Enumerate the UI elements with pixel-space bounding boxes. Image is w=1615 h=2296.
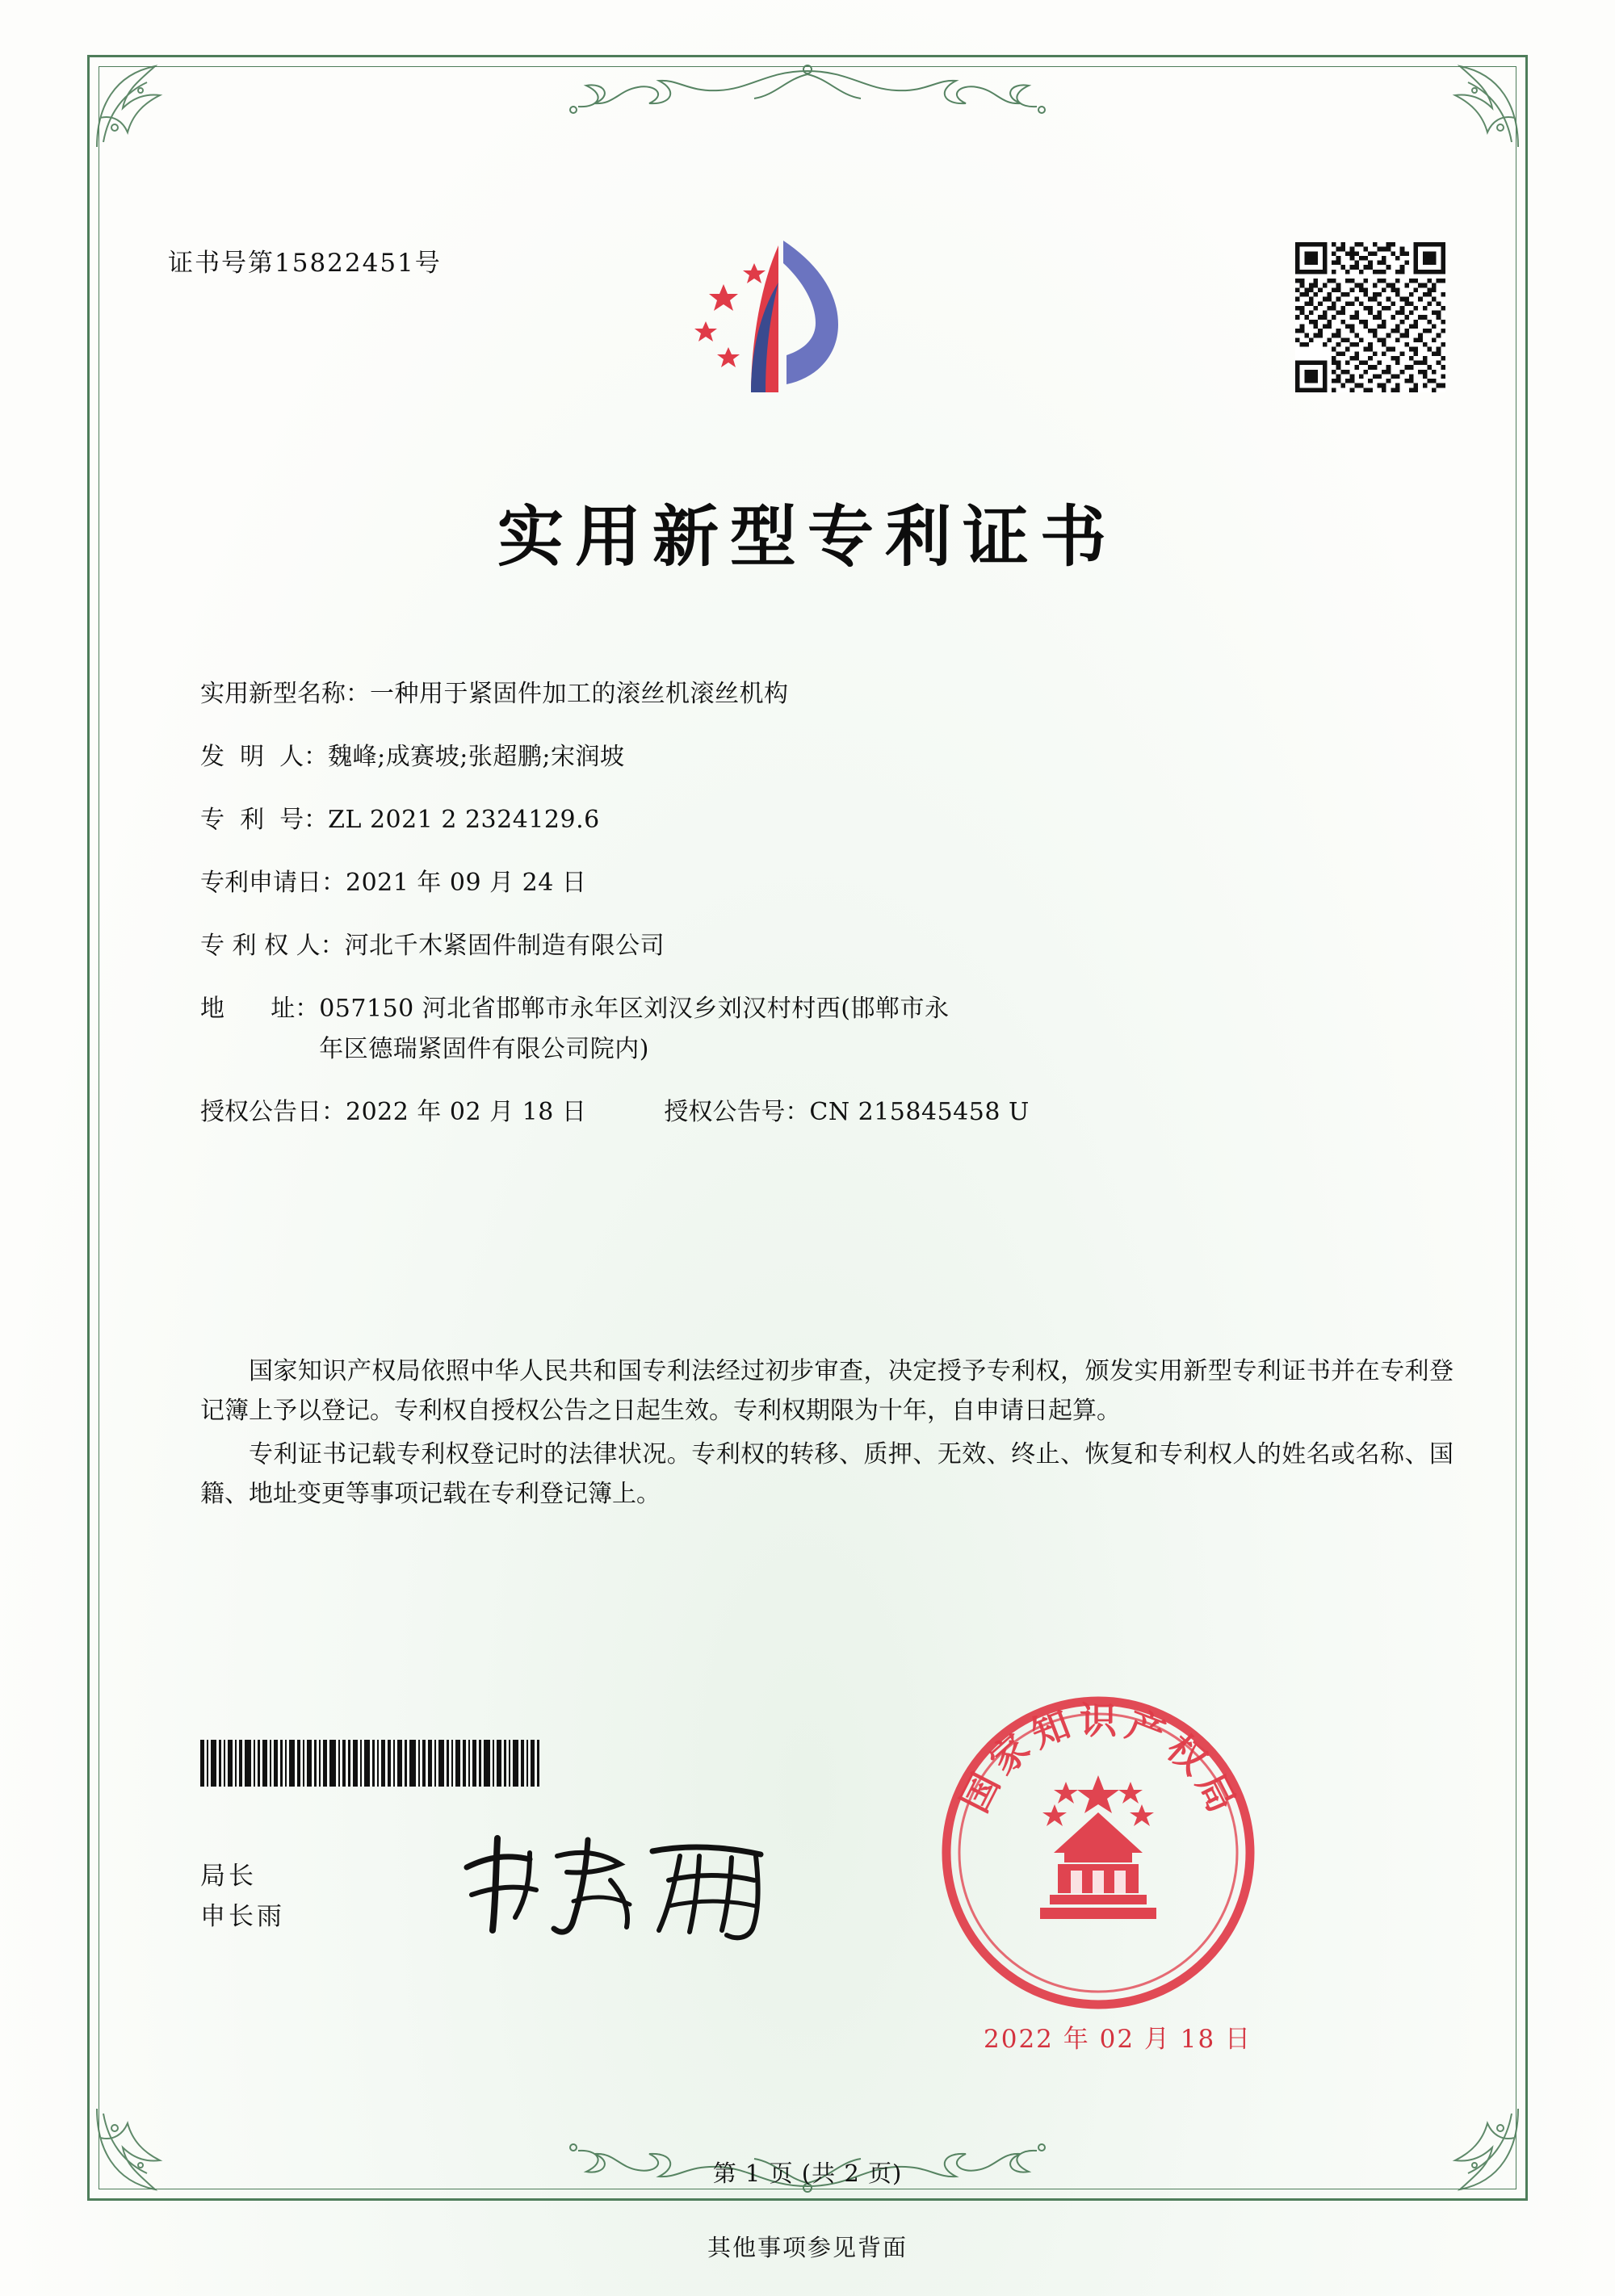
grant-date-label: 授权公告日： — [200, 1098, 346, 1126]
handwritten-signature-icon — [452, 1820, 791, 1942]
top-flourish-icon — [476, 63, 1139, 123]
seal-date: 2022 年 02 月 18 日 — [984, 2025, 1252, 2054]
barcode-icon — [200, 1740, 612, 1787]
field-label: 专 利 号： — [200, 806, 329, 834]
field-label: 专 利 权 人： — [200, 932, 345, 960]
paragraph-1: 国家知识产权局依照中华人民共和国专利法经过初步审查，决定授予专利权，颁发实用新型专利证书并在专利登记簿上予以登记。专利权自授权公告之日起生效。专利权期限为十年，自申请日起算。 — [200, 1357, 1454, 1425]
cnipa-logo-icon — [688, 234, 874, 416]
page-number: 第 1 页 (共 2 页) — [712, 2160, 903, 2187]
field-grant — [200, 1100, 1454, 1125]
svg-text:知: 知 — [1026, 1702, 1076, 1757]
legal-text — [200, 1352, 1454, 1519]
field-value: 2021 年 09 月 24 日 — [346, 869, 587, 897]
svg-text:家: 家 — [981, 1725, 1038, 1783]
signature-name: 申长雨 — [200, 1901, 285, 1931]
cnipa-red-seal-icon — [937, 1691, 1260, 2014]
field-label: 专利申请日： — [200, 869, 346, 897]
field-value-line2: 年区德瑞紧固件有限公司院内) — [319, 1035, 649, 1063]
svg-text:产: 产 — [1120, 1702, 1171, 1757]
field-value: 一种用于紧固件加工的滚丝机滚丝机构 — [370, 680, 789, 708]
field-list — [200, 682, 1454, 1163]
field-value: 057150 河北省邯郸市永年区刘汉乡刘汉村村西(邯郸市永 — [319, 995, 950, 1023]
corner-ornament-icon — [90, 58, 187, 155]
grant-number-value: CN 215845458 U — [809, 1098, 1030, 1126]
svg-text:权: 权 — [1158, 1725, 1215, 1783]
field-label: 地 址： — [200, 995, 320, 1023]
signature-block — [200, 1857, 285, 1937]
corner-ornament-icon — [1428, 58, 1525, 155]
field-value: 魏峰;成赛坡;张超鹏;宋润坡 — [328, 743, 625, 771]
field-label: 实用新型名称： — [200, 680, 370, 708]
field-inventors — [200, 745, 1454, 769]
grant-date-value: 2022 年 02 月 18 日 — [346, 1098, 587, 1126]
svg-text:识: 识 — [1080, 1699, 1117, 1742]
page-title: 实用新型专利证书 — [497, 498, 1118, 576]
field-application-date — [200, 871, 1454, 895]
back-side-note: 其他事项参见背面 — [707, 2234, 908, 2261]
svg-text:局: 局 — [1188, 1766, 1244, 1820]
field-value: ZL 2021 2 2324129.6 — [328, 806, 600, 834]
field-address — [200, 997, 1454, 1062]
svg-text:国: 国 — [952, 1766, 1009, 1820]
field-utility-model-name — [200, 682, 1454, 706]
certificate-number: 证书号第15822451号 — [168, 249, 442, 278]
field-patentee — [200, 934, 1454, 958]
paragraph-2: 专利证书记载专利权登记时的法律状况。专利权的转移、质押、无效、终止、恢复和专利权人的姓名或名称、国籍、地址变更等事项记载在专利登记簿上。 — [200, 1440, 1454, 1508]
field-patent-number — [200, 808, 1454, 832]
field-label: 发 明 人： — [200, 743, 329, 771]
signature-title: 局长 — [200, 1862, 257, 1891]
qr-code-icon — [1295, 242, 1445, 392]
field-value: 河北千木紧固件制造有限公司 — [344, 932, 665, 960]
grant-number-label: 授权公告号： — [664, 1098, 810, 1126]
